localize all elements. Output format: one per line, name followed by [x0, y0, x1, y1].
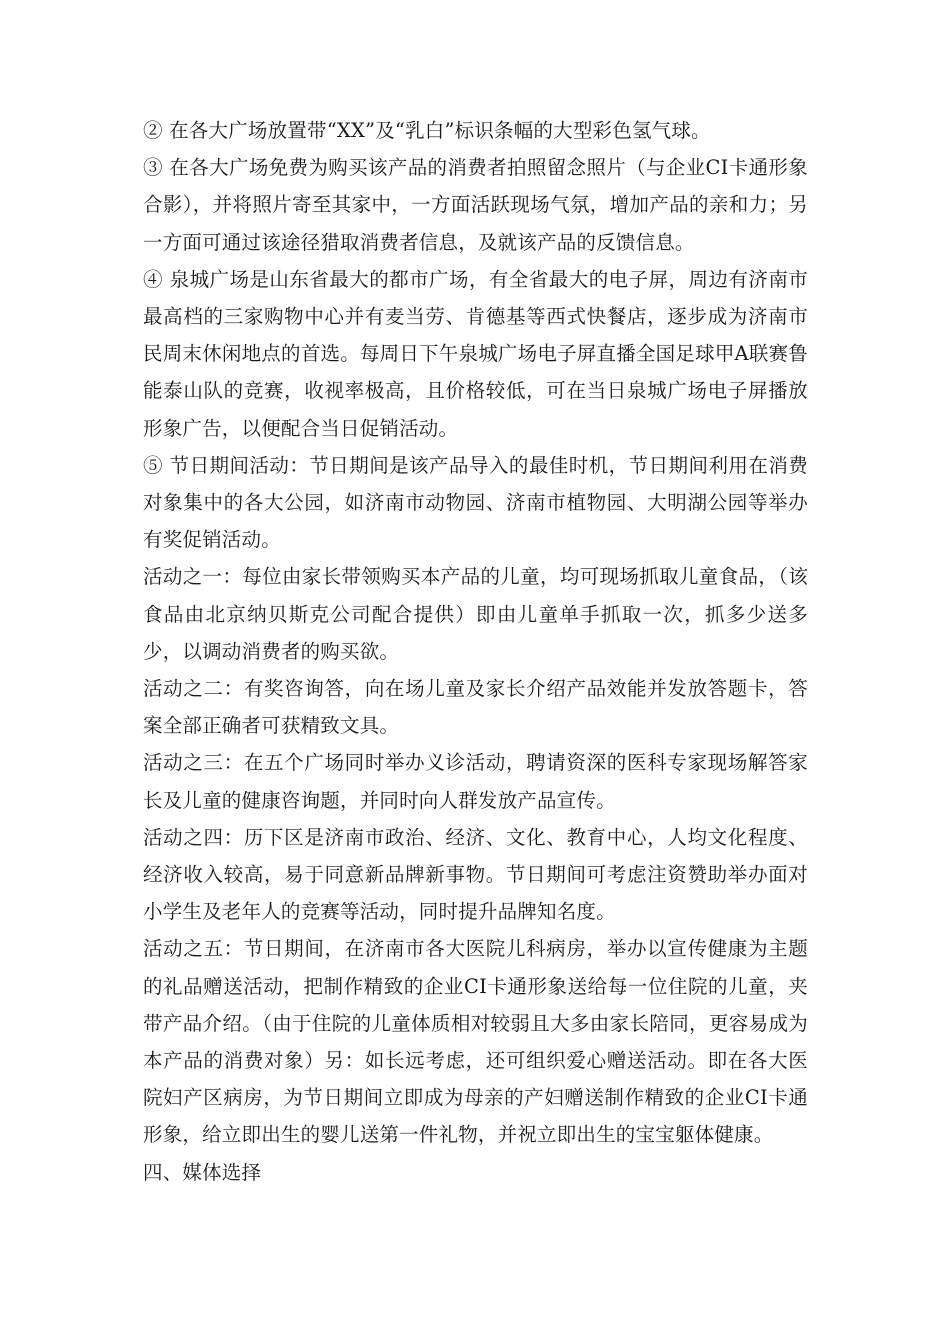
- paragraph-activity-three: 活动之三：在五个广场同时举办义诊活动，聘请资深的医科专家现场解答家长及儿童的健康咨询题，并同时向人群发放产品宣传。: [143, 751, 808, 812]
- section-heading-media-selection: 四、媒体选择: [143, 1160, 262, 1184]
- paragraph-activity-four: 活动之四：历下区是济南市政治、经济、文化、教育中心，人均文化程度、经济收入较高，易于同意新品牌新事物。节日期间可考虑注资赞助举办面对小学生及老年人的竞赛等活动，同时提升品牌知名度。: [143, 825, 808, 924]
- paragraph-holiday-activities: ⑤ 节日期间活动：节日期间是该产品导入的最佳时机，节日期间利用在消费对象集中的各大公园，如济南市动物园、济南市植物园、大明湖公园等举办有奖促销活动。: [143, 453, 808, 552]
- paragraph-activity-one: 活动之一：每位由家长带领购买本产品的儿童，均可现场抓取儿童食品，（该食品由北京纳贝斯克公司配合提供）即由儿童单手抓取一次，抓多少送多少，以调动消费者的购买欲。: [143, 565, 808, 663]
- paragraph-balloons: ② 在各大广场放置带“XX”及“乳白”标识条幅的大型彩色氢气球。: [143, 119, 711, 142]
- paragraph-activity-five: 活动之五：节日期间，在济南市各大医院儿科病房，举办以宣传健康为主题的礼品赠送活动，把制作精致的企业CI卡通形象送给每一位住院的儿童，夹带产品介绍。（由于住院的儿童体质相对较弱且大多由家长陪同，更容易成为本产品的消费对象）另：如长远考虑，还可组织爱心赠送活动。即在各大医院妇产区病房，为节日期间立即成为母亲的产妇赠送制作精致的企业CI卡通形象，给立即出生的婴儿送第一件礼物，并祝立即出生的宝宝躯体健康。: [143, 937, 808, 1147]
- paragraph-photo-service: ③ 在各大广场免费为购买该产品的消费者拍照留念照片（与企业CI卡通形象合影），并将照片寄至其家中，一方面活跃现场气氛，增加产品的亲和力；另一方面可通过该途径猎取消费者信息，及就该产品的反馈信息。: [143, 156, 808, 254]
- document-body: [143, 112, 808, 1191]
- paragraph-quancheng-square: ④ 泉城广场是山东省最大的都市广场，有全省最大的电子屏，周边有济南市最高档的三家购物中心并有麦当劳、肯德基等西式快餐店，逐步成为济南市民周末休闲地点的首选。每周日下午泉城广场电子屏直播全国足球甲A联赛鲁能泰山队的竞赛，收视率极高，且价格较低，可在当日泉城广场电子屏播放形象广告，以便配合当日促销活动。: [143, 267, 808, 440]
- paragraph-activity-two: 活动之二：有奖咨询答，向在场儿童及家长介绍产品效能并发放答题卡，答案全部正确者可获精致文具。: [143, 677, 808, 738]
